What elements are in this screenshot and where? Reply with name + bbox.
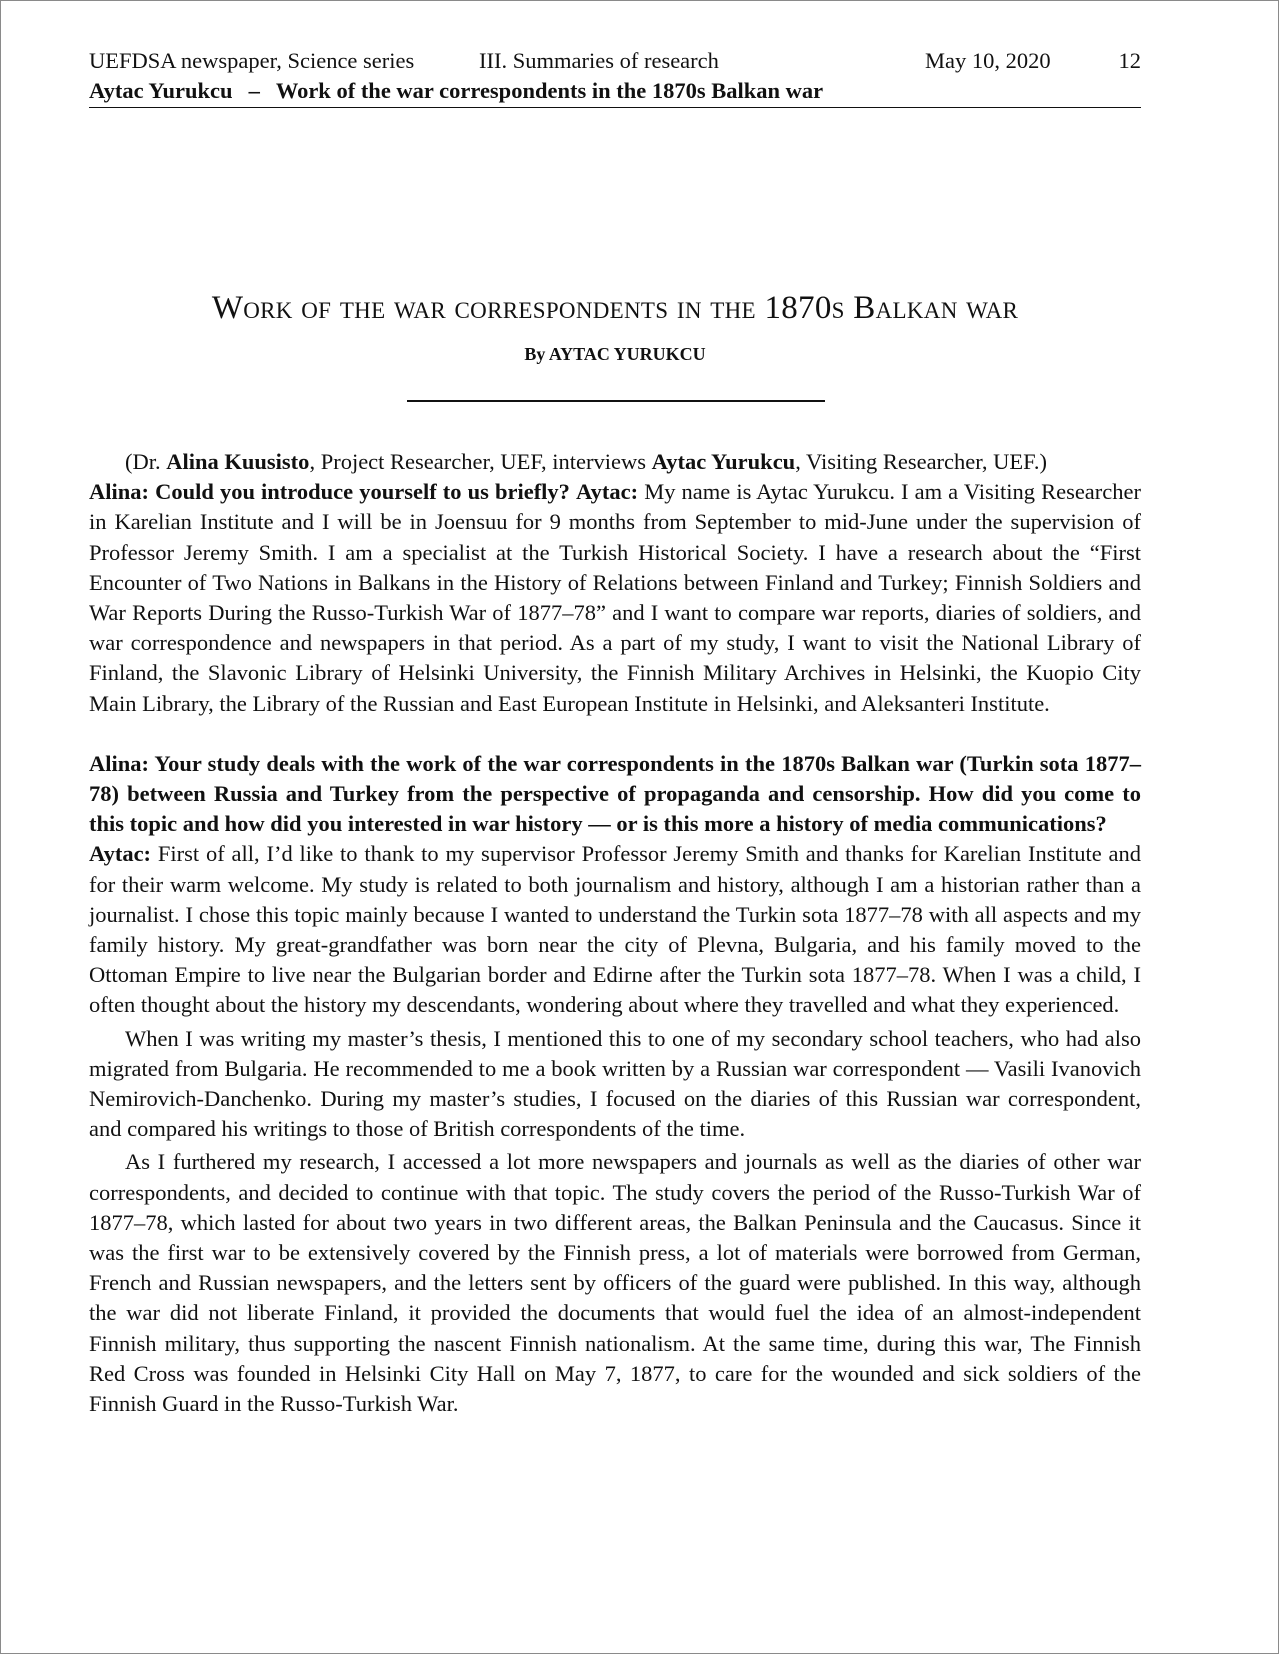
answer-2-speaker: Aytac: [89,841,152,867]
question-1: Alina: Could you introduce yourself to us briefly? [89,479,570,505]
question-2: Alina: Your study deals with the work of the war correspondents in the 1870s Balkan war (Turkin sota 1877–78) between Russia and Turkey from the perspective of propaganda and censorship. How did you come to this topic and how did you interested in war history — or is this more a history of media communications? [89,750,1141,837]
answer-2-paragraph-1 [89,839,1141,1020]
title-rule [407,400,825,402]
header-row-top [89,46,1141,76]
intro-text-1: (Dr. [125,449,167,474]
page-number: 12 [1118,48,1141,73]
section-name: III. Summaries of research [479,48,719,73]
intro-text-3: , Visiting Researcher, UEF.) [795,449,1047,474]
answer-2-paragraph-2: When I was writing my master’s thesis, I mentioned this to one of my secondary school teachers, who had also migrated from Bulgaria. He recommended to me a book written by a Russian war correspondent — Vasili Ivanovich Nemirovich-Danchenko. During my master’s studies, I focused on the diaries of this Russian war correspondent, and compared his writings to those of British correspondents of the time. [89,1025,1141,1142]
interviewee-name: Aytac Yurukcu [651,449,796,474]
publication-name: UEFDSA newspaper, Science series [89,48,415,73]
article-byline: By AYTAC YURUKCU [524,344,706,364]
issue-date: May 10, 2020 [925,48,1051,73]
header-row-bottom [89,76,1141,106]
header-separator: – [248,78,260,103]
answer-2-paragraph-3: As I furthered my research, I accessed a lot more newspapers and journals as well as the diaries of other war correspondents, and decided to continue with that topic. The study covers the period of the Russo-Turkish War of 1877–78, which lasted for about two years in two different areas, the Balkan Peninsula and the Caucasus. Since it was the first war to be extensively covered by the Finnish press, a lot of materials were borrowed from German, French and Russian newspapers, and the letters sent by officers of the guard were published. In this way, although the war did not liberate Finland, it provided the documents that would fuel the idea of an almost-independent Finnish military, thus supporting the nascent Finnish nationalism. At the same time, during this war, The Finnish Red Cross was founded in Helsinki City Hall on May 7, 1877, to care for the wounded and sick soldiers of the Finnish Guard in the Russo-Turkish War. [89,1149,1141,1417]
article-title: Work of the war correspondents in the 1870s Balkan war [211,290,1019,326]
running-header [89,46,1141,108]
interviewer-name: Alina Kuusisto [166,449,310,474]
header-running-title: Work of the war correspondents in the 1870s Balkan war [275,78,824,103]
answer-2-text-1: First of all, I’d like to thank to my supervisor Professor Jeremy Smith and thanks for Karelian Institute and for their warm welcome. My study is related to both journalism and history, although I am a historian rather than a journalist. I chose this topic mainly because I wanted to understand the Turkin sota 1877–78 with all aspects and my family history. My great-grandfather was born near the city of Plevna, Bulgaria, and his family moved to the Ottoman Empire to live near the Bulgarian border and Edirne after the Turkin sota 1877–78. When I was a child, I often thought about the history my descendants, wondering about where they travelled and what they experienced. [89,841,1142,1018]
header-author: Aytac Yurukcu [89,78,233,103]
question-2-paragraph [89,749,1141,840]
intro-text-2: , Project Researcher, UEF, interviews [309,449,652,474]
article-body [89,447,1141,1419]
qa1-paragraph [89,477,1141,719]
answer-1-speaker: Aytac: [576,479,639,505]
answer-1: My name is Aytac Yurukcu. I am a Visiting Researcher in Karelian Institute and I will be in Joensuu for 9 months from September to mid-June under the supervision of Professor Jeremy Smith. I am a specialist at the Turkish Historical Society. I have a research about the “First Encounter of Two Nations in Balkans in the History of Relations between Finland and Turkey; Finnish Soldiers and War Reports During the Russo-Turkish War of 1877–78” and I want to compare war reports, diaries of soldiers, and war correspondence and newspapers in that period. As a part of my study, I want to visit the National Library of Finland, the Slavonic Library of Helsinki University, the Finnish Military Archives in Helsinki, the Kuopio City Main Library, the Library of the Russian and East European Institute in Helsinki, and Aleksanteri Institute. [89,479,1142,716]
intro-paragraph [89,447,1141,477]
